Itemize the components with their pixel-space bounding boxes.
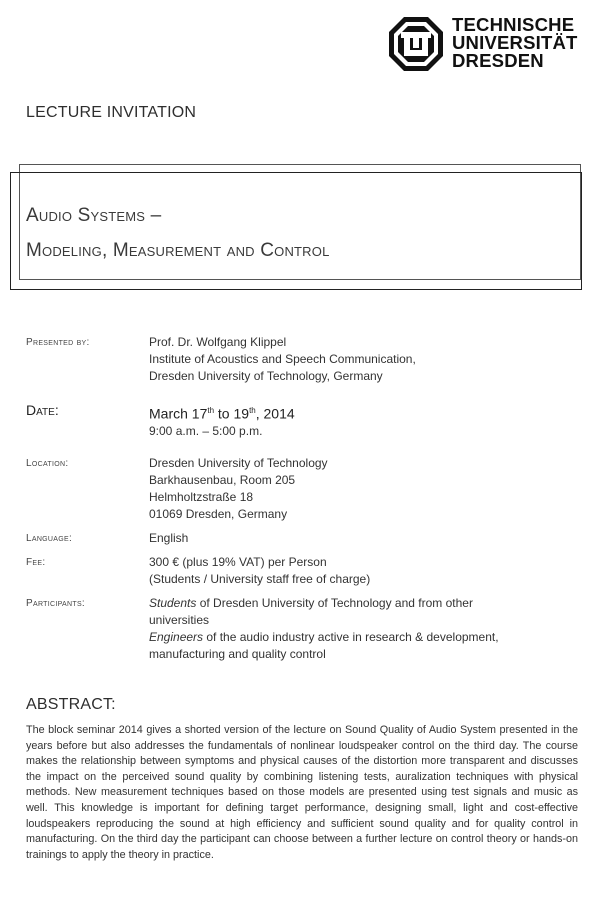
fee-value: 300 € (plus 19% VAT) per Person (Students / University staff free of charge) [149,555,371,586]
date-range: March 17th to 19th, 2014 [149,405,295,422]
abstract-heading: ABSTRACT: [26,696,116,713]
tu-dresden-emblem-icon [388,16,444,72]
language-label: Language: [26,533,73,544]
tu-dresden-logo [388,16,588,74]
language-value: English [149,531,189,545]
presented-by-value: Prof. Dr. Wolfgang Klippel Institute of Acoustics and Speech Communication, Dresden University of Technology, Germany [149,335,416,383]
lecture-title-line2: Modeling, Measurement and Control [26,240,330,261]
logo-wordmark: TECHNISCHE UNIVERSITÄT DRESDEN [452,14,578,71]
date-label: Date: [26,402,59,418]
participants-label: Participants: [26,598,85,609]
participants-value: Students of Dresden University of Technology and from other universities Engineers of the audio industry active in research & development, manufacturing and quality control [149,596,499,661]
location-label: Location: [26,458,69,469]
lecture-title-line1: Audio Systems – [26,205,162,226]
fee-label: Fee: [26,557,46,568]
abstract-body: The block seminar 2014 gives a shorted version of the lecture on Sound Quality of Audio System presented in the years before but also addresses the fundamentals of nonlinear loudspeaker control on the third day. The course makes the relationship between symptoms and physical causes of the distortion more transparent and discusses the impact on the perceived sound quality by combining listening tests, auralization techniques with physical methods. New measurement techniques based on those models are presented using test signals and music as well. This knowledge is important for defining target performance, designing small, light and cost-effective loudspeakers reproducing the sound at high efficiency and sufficient sound quality and for quality control in manufacturing. On the third day the participant can choose between a further lecture on control theory or hands-on trainings to apply the theory in practice. [26,724,578,861]
date-time: 9:00 a.m. – 5:00 p.m. [149,423,263,438]
lecture-title [26,198,330,268]
lecture-invitation-heading: LECTURE INVITATION [26,104,197,121]
presented-by-label: Presented by: [26,337,90,348]
date-value [149,402,295,440]
location-value: Dresden University of Technology Barkhausenbau, Room 205 Helmholtzstraße 18 01069 Dresden, Germany [149,456,328,521]
